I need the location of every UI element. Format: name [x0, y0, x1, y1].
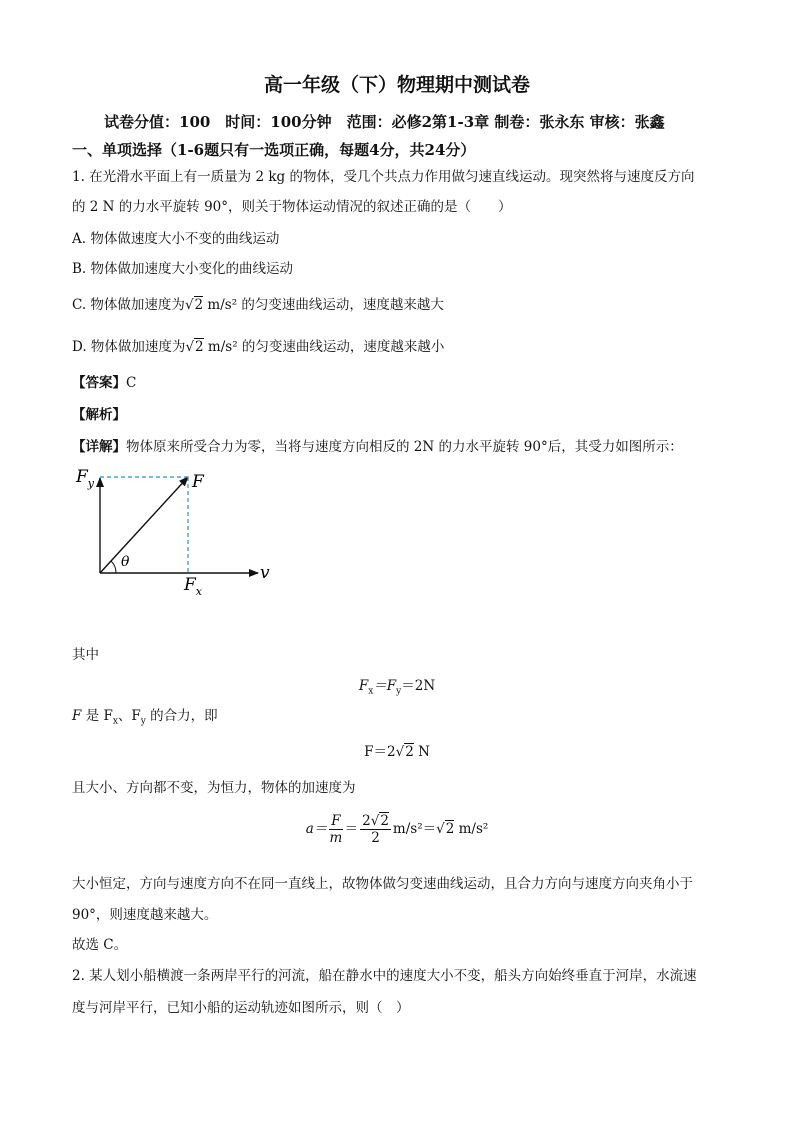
v-label: v	[260, 563, 270, 583]
equation-fx-fy: $F_x=F_y=2N$	[358, 678, 436, 697]
conclusion-line1: 大小恒定，方向与速度方向不在同一直线上，故物体做匀变速曲线运动，且合力方向与速度方向夹角小于	[72, 876, 693, 892]
f-resultant-line: F 是 $F_x$、$F_y$ 的合力，即	[72, 708, 218, 727]
where-line: 其中	[72, 647, 99, 663]
choose-line: 故选 C。	[72, 937, 128, 953]
analysis-tag: 【解析】	[72, 407, 126, 423]
fy-label: $F_y$	[76, 467, 95, 490]
q2-stem-line1: 2. 某人划小船横渡一条两岸平行的河流，船在静水中的速度大小不变，船头方向始终垂直于河岸，水流速	[72, 968, 697, 984]
resultant-f-vector	[100, 477, 188, 573]
conclusion-line2: 90°，则速度越来越大。	[72, 907, 218, 923]
answer-value: C	[126, 375, 137, 391]
equation-acceleration: a＝ $\frac{F}{m}$ ＝ $\frac{2√2}{2}$ m/s²＝√2 m/s²	[305, 813, 489, 846]
detail-text: 物体原来所受合力为零，当将与速度方向相反的 2N 的力水平旋转 90°后，其受力如图所示：	[126, 439, 683, 455]
q1-detail	[72, 437, 683, 457]
q1-answer	[72, 373, 136, 393]
q1-option-c: C. 物体做加速度为√2 m/s² 的匀变速曲线运动，速度越来越大	[72, 297, 444, 313]
theta-label: θ	[121, 554, 130, 570]
q1-stem-line1: 1. 在光滑水平面上有一质量为 2 kg 的物体，受几个共点力作用做匀速直线运动。现突然将与速度反方向	[72, 169, 695, 185]
fraction-2root2-over-2: $\frac{2√2}{2}$	[362, 813, 389, 846]
f-label: F	[192, 472, 204, 492]
option-c-radicand: 2	[194, 297, 204, 313]
option-c-prefix: C. 物体做加速度为	[72, 297, 185, 313]
q1-stem-line2: 的 2 N 的力水平旋转 90°，则关于物体运动情况的叙述正确的是（ ）	[72, 199, 512, 215]
q1-option-a: A. 物体做速度大小不变的曲线运动	[72, 231, 280, 247]
detail-tag: 【详解】	[72, 439, 126, 455]
answer-tag: 【答案】	[72, 375, 126, 391]
theta-arc	[111, 561, 116, 573]
q1-option-d: D. 物体做加速度为√2 m/s² 的匀变速曲线运动，速度越来越小	[72, 339, 445, 355]
fx-label: $F_x$	[184, 575, 203, 598]
option-c-suffix: m/s² 的匀变速曲线运动，速度越来越大	[203, 297, 444, 313]
q1-option-b: B. 物体做加速度大小变化的曲线运动	[72, 261, 294, 277]
q2-stem-line2: 度与河岸平行，已知小船的运动轨迹如图所示，则（ ）	[72, 1000, 410, 1016]
force-diagram	[68, 462, 288, 607]
constant-force-line: 且大小、方向都不变，为恒力，物体的加速度为	[72, 780, 356, 796]
exam-meta: 试卷分值：100 时间：100分钟 范围：必修2第1-3章 制卷：张永东 审核：张鑫	[104, 113, 665, 131]
option-d-suffix: m/s² 的匀变速曲线运动，速度越来越小	[203, 339, 445, 355]
equation-f-value: F＝2√2 N	[364, 744, 430, 760]
option-d-radicand: 2	[195, 339, 204, 355]
fraction-f-over-m: $\frac{F}{m}$	[329, 813, 343, 846]
option-d-prefix: D. 物体做加速度为	[72, 339, 186, 355]
section-heading: 一、单项选择（1-6题只有一选项正确，每题4分，共24分）	[72, 141, 476, 159]
page-title: 高一年级（下）物理期中测试卷	[263, 74, 530, 96]
